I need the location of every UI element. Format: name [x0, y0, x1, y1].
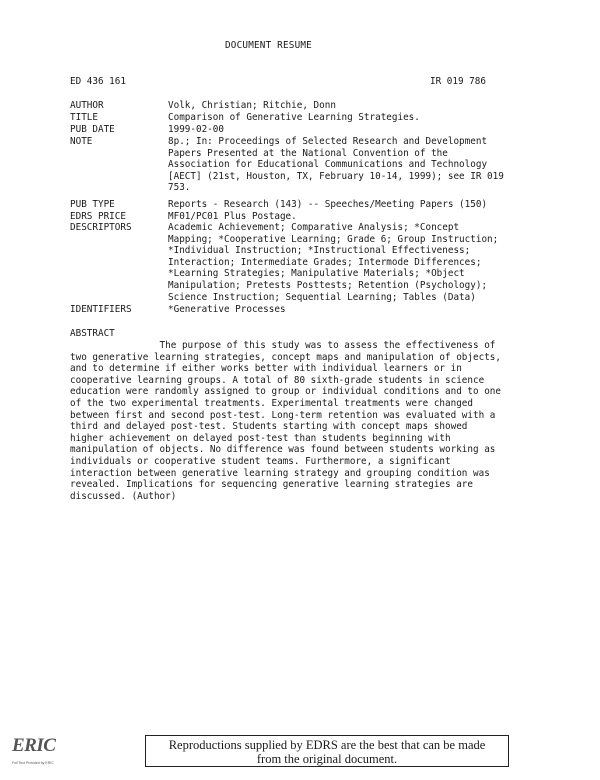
abstract-label: ABSTRACT: [70, 328, 115, 339]
field-value-pub-date: 1999-02-00: [168, 124, 224, 135]
field-label-note: NOTE: [70, 136, 93, 147]
field-label-edrs-price: EDRS PRICE: [70, 211, 126, 222]
field-label-pub-date: PUB DATE: [70, 124, 115, 135]
document-resume-title: DOCUMENT RESUME: [225, 40, 312, 51]
abstract-text: The purpose of this study was to assess the effectiveness of two generative learning strategies, concept maps and manipulation of objects, and to determine if either works better with individual learners or in cooperative learning groups. A total of 80 sixth-grade students in science education were randomly assigned to group or individual conditions and to one of the two experimental treatments. Experimental treatments were changed between first and second post-test. Long-term retention was evaluated with a third and delayed post-test. Students starting with concept maps showed higher achievement on delayed post-test than students beginning with manipulation of objects. No difference was found between students working as individuals or cooperative student teams. Furthermore, a significant interaction between generative learning strategy and grouping condition was revealed. Implications for sequencing generative learning strategies are discussed. (Author): [70, 340, 501, 502]
field-value-identifiers: *Generative Processes: [168, 304, 286, 315]
field-label-pub-type: PUB TYPE: [70, 199, 115, 210]
eric-logo: [12, 735, 56, 768]
field-value-descriptors: Academic Achievement; Comparative Analysis; *Concept Mapping; *Cooperative Learning; Grade 6; Group Instruction; *Individual Instruction; *Instructional Effectiveness; Interaction; Intermediate Grades; Intermode Differences; *Learning Strategies; Manipulative Materials; *Object Manipulation; Pretests Posttests; Retention (Psychology); Science Instruction; Sequential Learning; Tables (Data): [168, 222, 499, 303]
field-label-identifiers: IDENTIFIERS: [70, 304, 132, 315]
field-value-pub-type: Reports - Research (143) -- Speeches/Meeting Papers (150): [168, 199, 488, 210]
eric-logo-subtext: Full Text Provided by ERIC: [12, 761, 54, 765]
ir-number: IR 019 786: [430, 76, 486, 87]
field-value-edrs-price: MF01/PC01 Plus Postage.: [168, 211, 297, 222]
field-label-title: TITLE: [70, 112, 98, 123]
field-label-author: AUTHOR: [70, 100, 104, 111]
reproduction-notice-line1: Reproductions supplied by EDRS are the best that can be made: [168, 738, 486, 752]
reproduction-notice-line2: from the original document.: [256, 752, 398, 766]
field-value-note: 8p.; In: Proceedings of Selected Research and Development Papers Presented at the National Convention of the Association for Educational Communications and Technology [AECT] (21st, Houston, TX, February 10-14, 1999); see IR 019 753.: [168, 136, 504, 194]
field-value-title: Comparison of Generative Learning Strategies.: [168, 112, 420, 123]
field-value-author: Volk, Christian; Ritchie, Donn: [168, 100, 336, 111]
reproduction-notice: [145, 735, 509, 767]
field-label-descriptors: DESCRIPTORS: [70, 222, 132, 233]
eric-logo-text: ERIC: [12, 735, 56, 756]
ed-number: ED 436 161: [70, 76, 126, 87]
